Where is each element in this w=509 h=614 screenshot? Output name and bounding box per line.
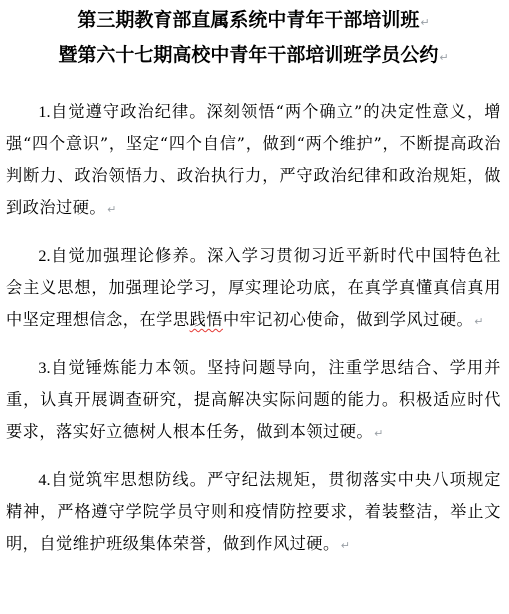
paragraph-mark-icon: ↵ [107,203,117,216]
paragraph-text: 中牢记初心使命，做到学风过硬。 [222,310,474,329]
paragraph-number: 1. [38,103,51,121]
paragraph-number: 2. [38,247,51,265]
paragraph-mark-icon: ↵ [474,315,484,328]
paragraph-text: 自觉筑牢思想防线。严守纪法规矩，贯彻落实中央八项规定精神，严格遵守学院学员守则和疫情防控要求，着装整洁，举止文明，自觉维护班级集体荣誉，做到作风过硬。 [6,470,501,553]
paragraph-text: 自觉遵守政治纪律。深刻领悟“两个确立”的决定性意义，增强“四个意识”，坚定“四个自信”，做到“两个维护”，不断提高政治判断力、政治领悟力、政治执行力，严守政治纪律和政治规矩，做到政治过硬。 [6,102,501,217]
title-line-2-text: 暨第六十七期高校中青年干部培训班学员公约 [58,44,439,66]
paragraph-mark-icon: ↵ [439,51,449,64]
spellcheck-flagged-word[interactable]: 践悟 [189,310,223,329]
paragraph-text: 自觉锤炼能力本领。坚持问题导向，注重学思结合、学用并重，认真开展调查研究，提高解决实际问题的能力。积极适应时代要求，落实好立德树人根本任务，做到本领过硬。 [6,358,501,441]
paragraph-number: 4. [38,471,51,489]
paragraph-mark-icon: ↵ [420,16,430,29]
paragraph-4 [6,464,501,562]
paragraph-mark-icon: ↵ [340,539,351,552]
title-line-2 [6,39,501,74]
title-line-1 [6,4,501,39]
title-line-1-text: 第三期教育部直属系统中青年干部培训班 [77,9,420,31]
document-body [6,96,501,562]
paragraph-2 [6,240,501,338]
paragraph-mark-icon: ↵ [374,427,384,440]
paragraph-1 [6,96,501,226]
paragraph-text: 自觉加强理论修养。深入学习贯彻习近平新时代中国特色社会主义思想，加强理论学习，厚实理论功底，在真学真懂真信真用中坚定理想信念，在学思 [6,246,501,329]
paragraph-number: 3. [38,359,51,377]
paragraph-3 [6,352,501,450]
